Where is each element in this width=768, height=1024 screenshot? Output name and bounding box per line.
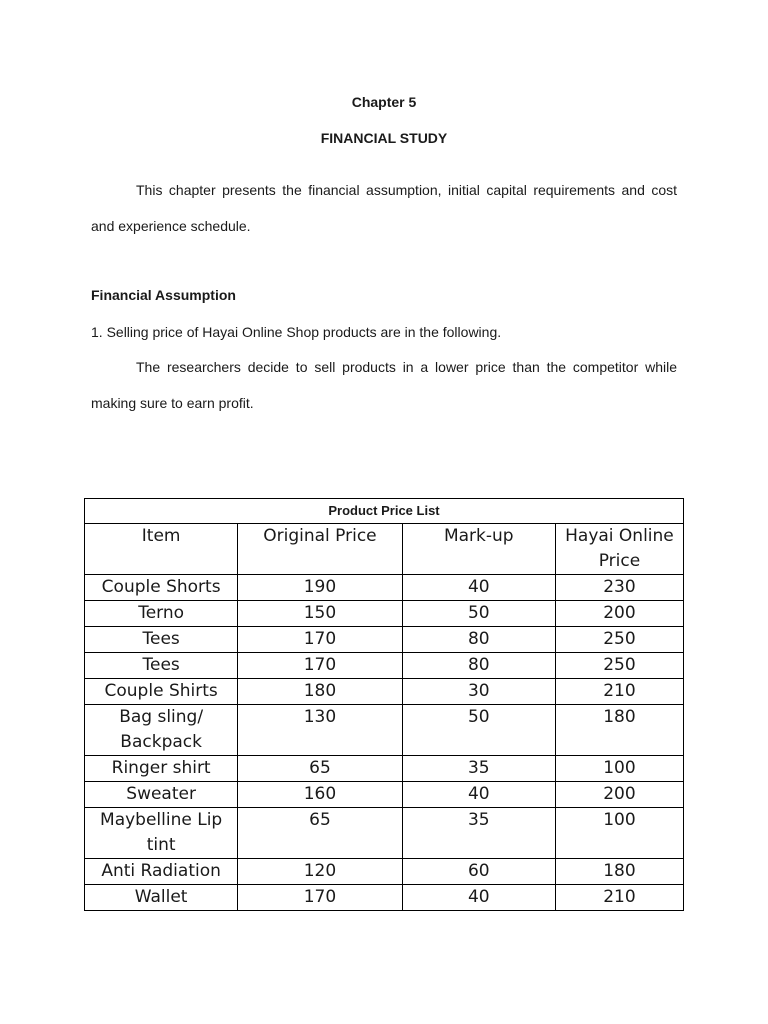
header-item: Item bbox=[85, 524, 238, 575]
cell-item: Terno bbox=[85, 601, 238, 627]
intro-paragraph: This chapter presents the financial assumption, initial capital requirements and cost and experience schedule. bbox=[91, 182, 677, 234]
table-row bbox=[85, 782, 684, 808]
cell-mark-up: 40 bbox=[402, 885, 555, 911]
cell-mark-up: 50 bbox=[402, 601, 555, 627]
table-header-row bbox=[85, 524, 684, 575]
cell-hayai-online-price: 250 bbox=[555, 627, 683, 653]
cell-hayai-online-price: 210 bbox=[555, 679, 683, 705]
cell-original-price: 160 bbox=[238, 782, 402, 808]
cell-item: Sweater bbox=[85, 782, 238, 808]
cell-hayai-online-price: 230 bbox=[555, 575, 683, 601]
cell-hayai-online-price: 200 bbox=[555, 782, 683, 808]
cell-item: Bag sling/ Backpack bbox=[85, 705, 238, 756]
header-hayai-online-price: Hayai Online Price bbox=[555, 524, 683, 575]
cell-hayai-online-price: 200 bbox=[555, 601, 683, 627]
cell-hayai-online-price: 100 bbox=[555, 756, 683, 782]
cell-mark-up: 50 bbox=[402, 705, 555, 756]
cell-original-price: 170 bbox=[238, 653, 402, 679]
cell-hayai-online-price: 210 bbox=[555, 885, 683, 911]
cell-hayai-online-price: 180 bbox=[555, 859, 683, 885]
cell-mark-up: 80 bbox=[402, 653, 555, 679]
cell-original-price: 170 bbox=[238, 627, 402, 653]
cell-mark-up: 35 bbox=[402, 808, 555, 859]
cell-original-price: 130 bbox=[238, 705, 402, 756]
cell-mark-up: 40 bbox=[402, 782, 555, 808]
list-item-1-detail: The researchers decide to sell products in a lower price than the competitor while making sure to earn profit. bbox=[91, 359, 677, 411]
cell-item: Ringer shirt bbox=[85, 756, 238, 782]
cell-original-price: 65 bbox=[238, 808, 402, 859]
cell-item: Anti Radiation bbox=[85, 859, 238, 885]
price-table bbox=[84, 498, 684, 911]
cell-original-price: 65 bbox=[238, 756, 402, 782]
cell-original-price: 170 bbox=[238, 885, 402, 911]
cell-mark-up: 40 bbox=[402, 575, 555, 601]
table-row bbox=[85, 808, 684, 859]
cell-item: Couple Shirts bbox=[85, 679, 238, 705]
table-row bbox=[85, 601, 684, 627]
cell-item: Couple Shorts bbox=[85, 575, 238, 601]
cell-mark-up: 35 bbox=[402, 756, 555, 782]
table-row bbox=[85, 756, 684, 782]
cell-item: Tees bbox=[85, 627, 238, 653]
list-item-1: 1. Selling price of Hayai Online Shop products are in the following. bbox=[91, 324, 502, 340]
cell-item: Wallet bbox=[85, 885, 238, 911]
cell-original-price: 120 bbox=[238, 859, 402, 885]
header-original-price: Original Price bbox=[238, 524, 402, 575]
cell-mark-up: 80 bbox=[402, 627, 555, 653]
cell-mark-up: 60 bbox=[402, 859, 555, 885]
table-caption: Product Price List bbox=[84, 498, 684, 523]
chapter-label: Chapter 5 bbox=[351, 94, 417, 110]
table-row bbox=[85, 653, 684, 679]
table-row bbox=[85, 885, 684, 911]
cell-hayai-online-price: 180 bbox=[555, 705, 683, 756]
cell-hayai-online-price: 100 bbox=[555, 808, 683, 859]
table-row bbox=[85, 575, 684, 601]
section-heading: Financial Assumption bbox=[91, 287, 236, 303]
table-row bbox=[85, 679, 684, 705]
table-row bbox=[85, 859, 684, 885]
table-row bbox=[85, 705, 684, 756]
chapter-title: FINANCIAL STUDY bbox=[320, 130, 448, 146]
cell-original-price: 150 bbox=[238, 601, 402, 627]
cell-hayai-online-price: 250 bbox=[555, 653, 683, 679]
table-body bbox=[85, 575, 684, 911]
cell-original-price: 180 bbox=[238, 679, 402, 705]
cell-original-price: 190 bbox=[238, 575, 402, 601]
cell-item: Maybelline Lip tint bbox=[85, 808, 238, 859]
cell-item: Tees bbox=[85, 653, 238, 679]
table-row bbox=[85, 627, 684, 653]
cell-mark-up: 30 bbox=[402, 679, 555, 705]
header-mark-up: Mark-up bbox=[402, 524, 555, 575]
